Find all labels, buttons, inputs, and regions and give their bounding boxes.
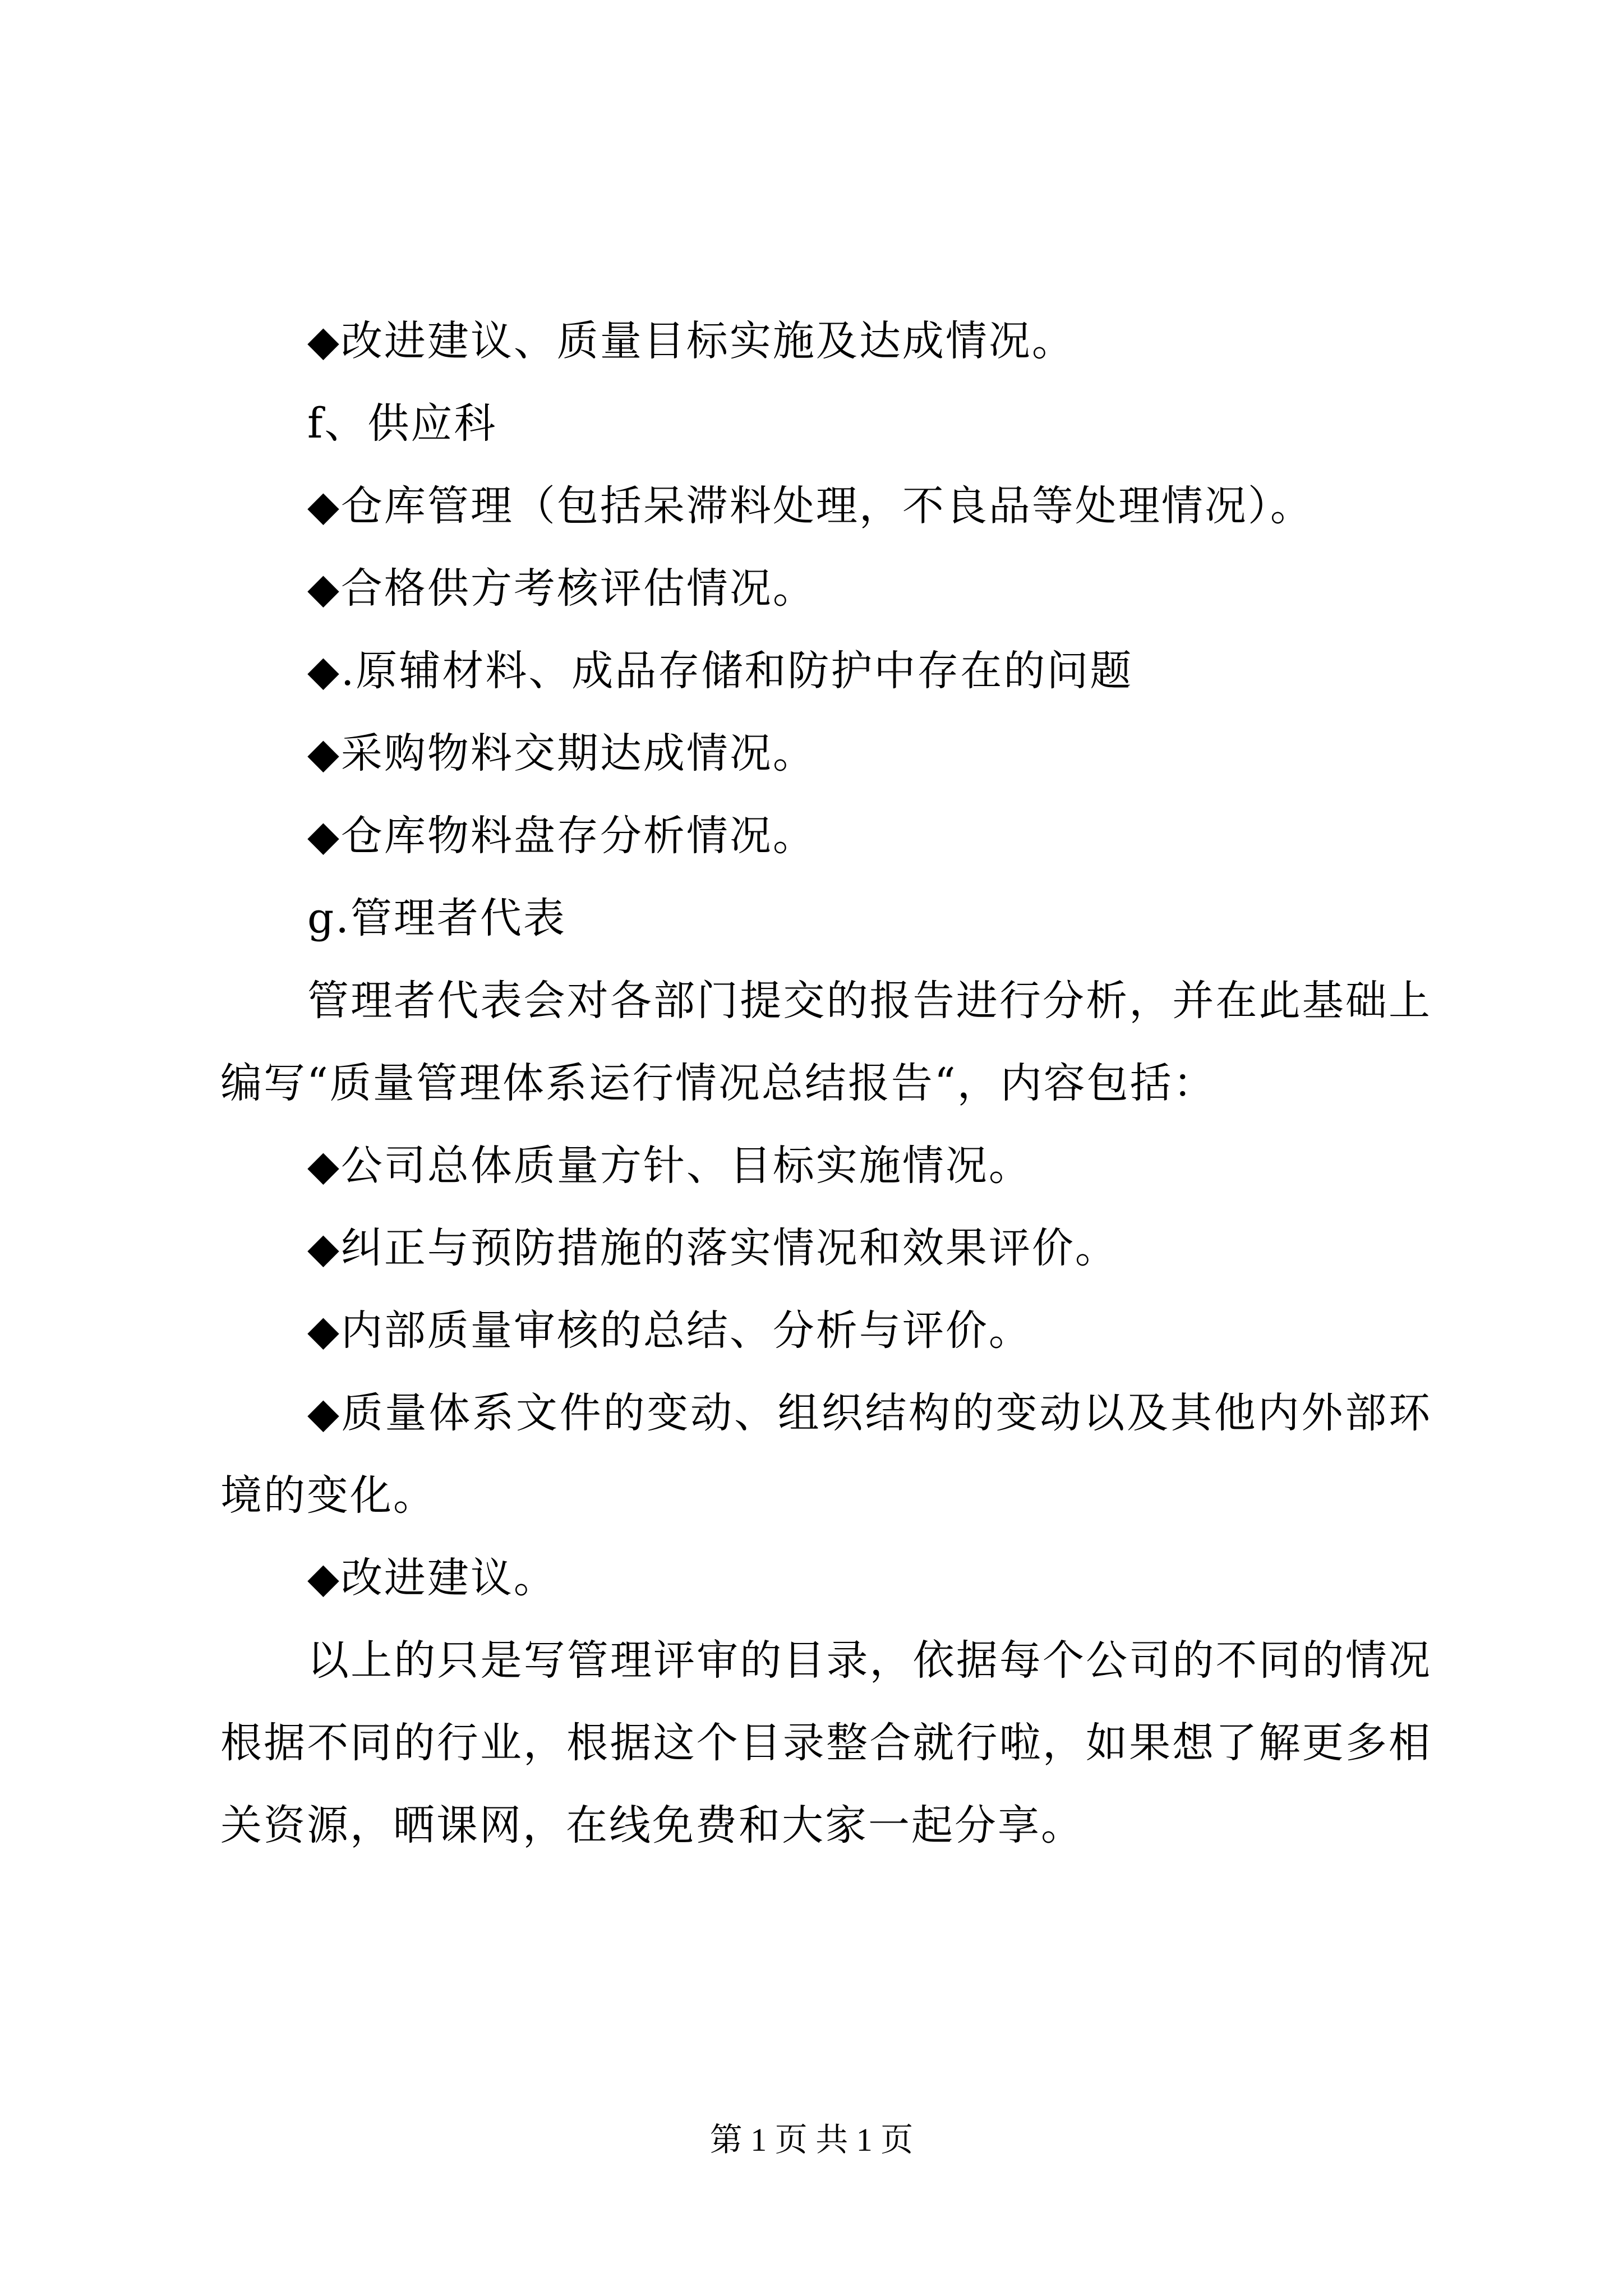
- bullet-warehouse-management: ◆仓库管理（包括呆滞料处理，不良品等处理情况）。: [307, 482, 1313, 530]
- document-body: [220, 300, 1432, 1867]
- bullet-purchase-delivery: ◆采购物料交期达成情况。: [307, 729, 816, 777]
- bullet-quality-policy: ◆公司总体质量方针、目标实施情况。: [307, 1142, 1032, 1190]
- bullet-supplier-evaluation: ◆合格供方考核评估情况。: [307, 564, 816, 613]
- bullet-inventory-analysis: ◆仓库物料盘存分析情况。: [307, 812, 816, 860]
- bullet-internal-audit: ◆内部质量审核的总结、分析与评价。: [307, 1306, 1032, 1355]
- bullet-improvement: ◆改进建议。: [307, 1554, 557, 1602]
- section-heading-supply: f、供应科: [307, 399, 497, 448]
- closing-paragraph: 以上的只是写管理评审的目录，依据每个公司的不同的情况根据不同的行业，根据这个目录整合就行啦，如果想了解更多相关资源，晒课网，在线免费和大家一起分享。: [220, 1636, 1432, 1849]
- bullet-material-storage: ◆.原辅材料、成品存储和防护中存在的问题: [307, 647, 1133, 695]
- section-heading-management-rep: g.管理者代表: [307, 894, 566, 942]
- page-number-footer: 第 1 页 共 1 页: [709, 2122, 914, 2158]
- bullet-improvement-suggestions: ◆改进建议、质量目标实施及达成情况。: [307, 317, 1075, 365]
- bullet-system-changes: ◆质量体系文件的变动、组织结构的变动以及其他内外部环境的变化。: [220, 1389, 1432, 1520]
- intro-paragraph: 管理者代表会对各部门提交的报告进行分析，并在此基础上编写“质量管理体系运行情况总结报告“，内容包括：: [220, 977, 1432, 1107]
- bullet-corrective-actions: ◆纠正与预防措施的落实情况和效果评价。: [307, 1224, 1118, 1272]
